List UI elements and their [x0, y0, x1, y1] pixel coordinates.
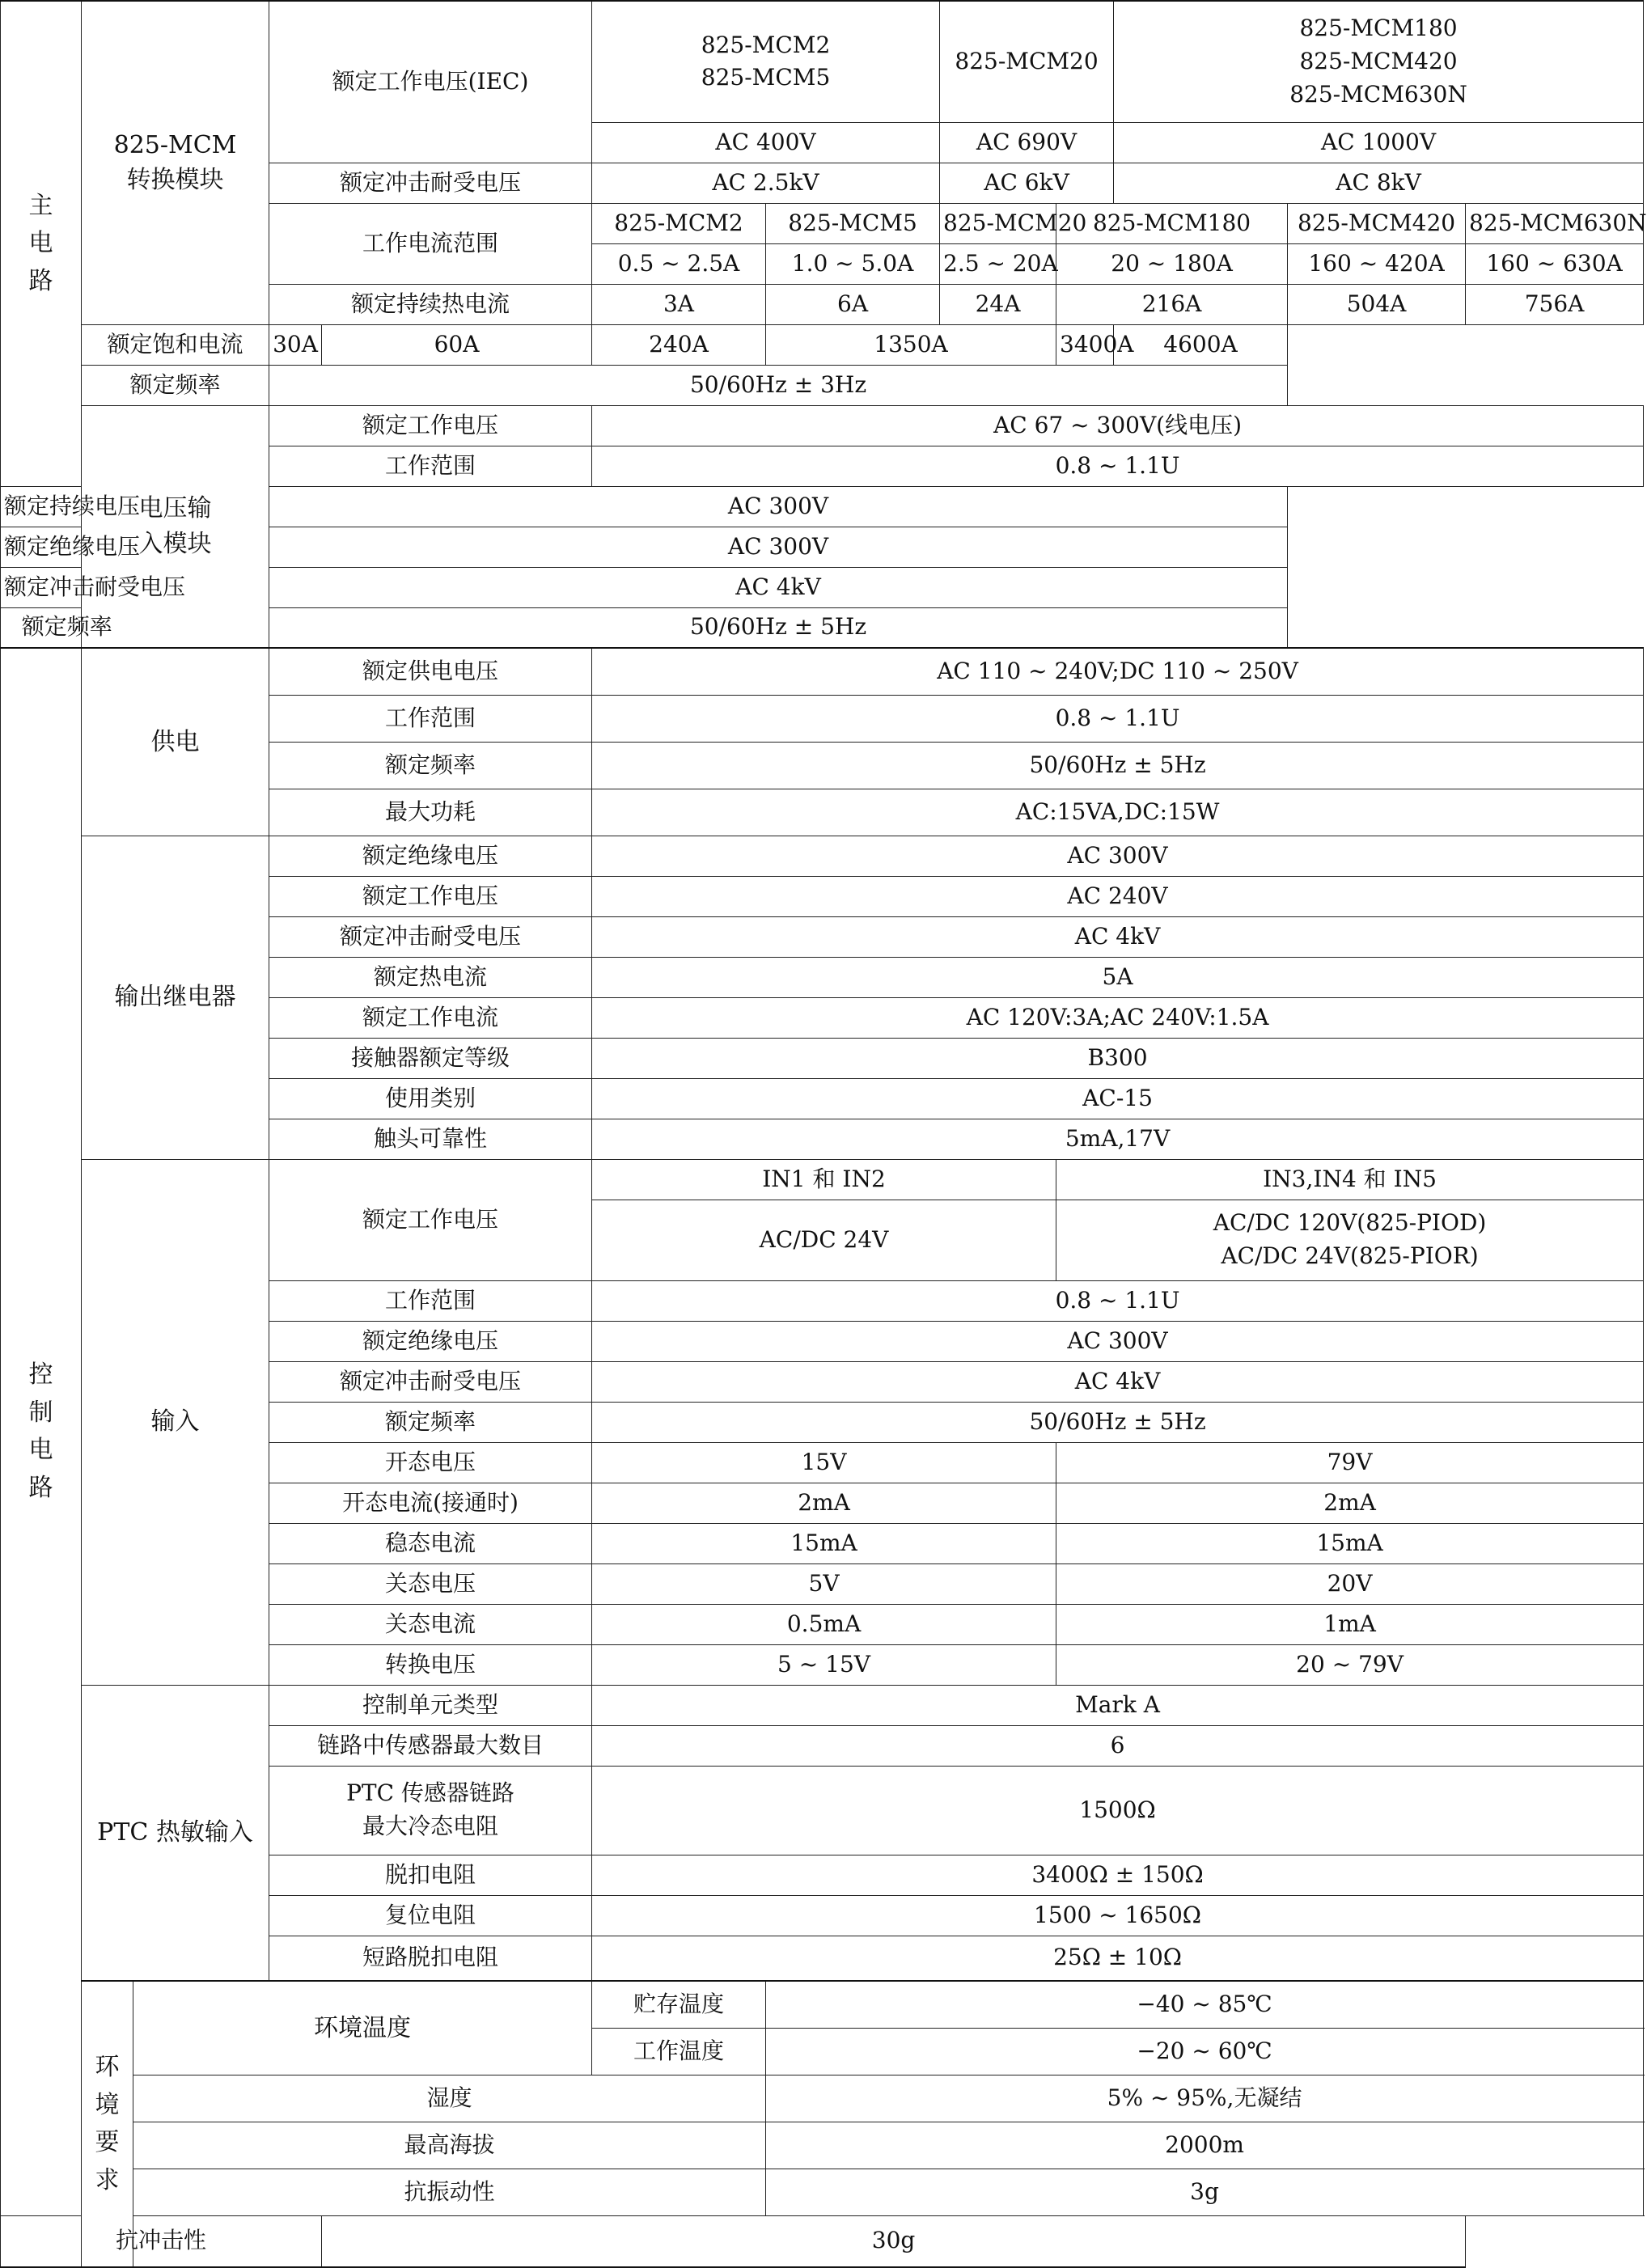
- row-label: 额定热电流: [269, 957, 592, 997]
- row-label: 控制单元类型: [269, 1685, 592, 1725]
- row-label: 使用类别: [269, 1078, 592, 1119]
- row-label: 额定绝缘电压: [1, 527, 133, 567]
- cell-value: AC 4kV: [592, 1361, 1644, 1402]
- row-label: 短路脱扣电阻: [269, 1936, 592, 1981]
- cell-value: 30A: [269, 324, 322, 365]
- cell-value: 3400Ω ± 150Ω: [592, 1855, 1644, 1895]
- cell-value: 15mA: [592, 1523, 1056, 1563]
- row-label: 额定频率: [82, 365, 269, 405]
- row-label: 关态电流: [269, 1604, 592, 1644]
- row-label: 工作范围: [269, 695, 592, 742]
- cell-value: 30g: [322, 2215, 1466, 2267]
- cell-value: AC 2.5kV: [592, 163, 940, 203]
- cell-value: 60A: [322, 324, 592, 365]
- cell-value: AC 4kV: [592, 916, 1644, 957]
- model-header-c: 825-MCM180 825-MCM420 825-MCM630N: [1114, 1, 1644, 122]
- cell-value: 5% ~ 95%,无凝结: [766, 2075, 1644, 2122]
- cell-value: AC/DC 24V: [592, 1200, 1056, 1280]
- cell-value: 50/60Hz ± 5Hz: [592, 742, 1644, 789]
- cell-value: 20 ~ 79V: [1056, 1644, 1644, 1685]
- cell-value: 1500 ~ 1650Ω: [592, 1895, 1644, 1936]
- row-label: 额定工作电压: [269, 876, 592, 916]
- cell-value: AC 6kV: [940, 163, 1114, 203]
- row-label: 最高海拔: [133, 2122, 766, 2169]
- cell-value: 0.8 ~ 1.1U: [592, 695, 1644, 742]
- row-label: 工作范围: [269, 446, 592, 486]
- cell-value: 50/60Hz ± 5Hz: [269, 607, 1288, 648]
- row-label: 额定持续电压: [1, 486, 133, 527]
- section-mcm-module: 825-MCM 转换模块: [82, 1, 269, 324]
- cell-value: 79V: [1056, 1442, 1644, 1483]
- cell-value: AC/DC 120V(825-PIOD) AC/DC 24V(825-PIOR): [1056, 1200, 1644, 1280]
- cell-value: 6A: [766, 284, 940, 324]
- cell-value: 2mA: [1056, 1483, 1644, 1523]
- sub-model-header: 825-MCM180: [1056, 203, 1288, 243]
- cell-value: 5 ~ 15V: [592, 1644, 1056, 1685]
- row-label: 转换电压: [269, 1644, 592, 1685]
- cell-value: AC 8kV: [1114, 163, 1644, 203]
- row-label: 抗冲击性: [1, 2215, 322, 2267]
- input-col-header-a: IN1 和 IN2: [592, 1159, 1056, 1200]
- cell-value: AC 1000V: [1114, 122, 1644, 163]
- cell-value: 2mA: [592, 1483, 1056, 1523]
- cell-value: 50/60Hz ± 3Hz: [269, 365, 1288, 405]
- row-label: 额定绝缘电压: [269, 1321, 592, 1361]
- row-label: 额定持续热电流: [269, 284, 592, 324]
- cell-value: 3A: [592, 284, 766, 324]
- cell-value: AC 240V: [592, 876, 1644, 916]
- row-label: 接触器额定等级: [269, 1038, 592, 1078]
- section-ambient-temperature: 环境温度: [133, 1981, 592, 2075]
- cell-value: AC 300V: [269, 486, 1288, 527]
- cell-value: 1500Ω: [592, 1766, 1644, 1855]
- cell-value: AC 690V: [940, 122, 1114, 163]
- cell-value: 0.8 ~ 1.1U: [592, 446, 1644, 486]
- cell-value: 3400A: [1056, 324, 1114, 365]
- cell-value: 1.0 ~ 5.0A: [766, 243, 940, 284]
- model-header-b: 825-MCM20: [940, 1, 1114, 122]
- cell-value: AC 300V: [592, 1321, 1644, 1361]
- row-label: 开态电流(接通时): [269, 1483, 592, 1523]
- cell-value: Mark A: [592, 1685, 1644, 1725]
- cell-value: AC 300V: [269, 527, 1288, 567]
- cell-value: AC 110 ~ 240V;DC 110 ~ 250V: [592, 648, 1644, 695]
- cell-value: 25Ω ± 10Ω: [592, 1936, 1644, 1981]
- row-label: 额定频率: [269, 1402, 592, 1442]
- row-label: 工作电流范围: [269, 203, 592, 284]
- cell-value: AC 67 ~ 300V(线电压): [592, 405, 1644, 446]
- row-label: 额定冲击耐受电压: [269, 1361, 592, 1402]
- row-label: 最大功耗: [269, 789, 592, 836]
- sub-model-header: 825-MCM5: [766, 203, 940, 243]
- section-ptc-input: PTC 热敏输入: [82, 1685, 269, 1981]
- group-control-circuit: 控 制 电 路: [1, 648, 82, 2215]
- cell-value: 1350A: [766, 324, 1056, 365]
- row-label: 额定工作电压: [269, 405, 592, 446]
- row-label: 额定绝缘电压: [269, 836, 592, 876]
- row-label: 额定冲击耐受电压: [1, 567, 133, 607]
- cell-value: 20 ~ 180A: [1056, 243, 1288, 284]
- cell-value: 0.8 ~ 1.1U: [592, 1280, 1644, 1321]
- group-main-circuit: 主 电 路: [1, 1, 82, 486]
- cell-value: 15V: [592, 1442, 1056, 1483]
- model-header-a: 825-MCM2 825-MCM5: [592, 1, 940, 122]
- cell-value: 216A: [1056, 284, 1288, 324]
- cell-value: 1mA: [1056, 1604, 1644, 1644]
- cell-value: 0.5mA: [592, 1604, 1056, 1644]
- row-label: 额定饱和电流: [82, 324, 269, 365]
- row-label: 额定冲击耐受电压: [269, 163, 592, 203]
- cell-value: 15mA: [1056, 1523, 1644, 1563]
- cell-value: 2000m: [766, 2122, 1644, 2169]
- cell-value: 240A: [592, 324, 766, 365]
- cell-value: 4600A: [1114, 324, 1288, 365]
- cell-value: AC 300V: [592, 836, 1644, 876]
- section-output-relay: 输出继电器: [82, 836, 269, 1159]
- cell-value: AC:15VA,DC:15W: [592, 789, 1644, 836]
- cell-value: 504A: [1288, 284, 1466, 324]
- row-label: 触头可靠性: [269, 1119, 592, 1159]
- cell-value: AC 4kV: [269, 567, 1288, 607]
- row-label: 额定工作电压(IEC): [269, 1, 592, 163]
- row-label: 脱扣电阻: [269, 1855, 592, 1895]
- cell-value: 50/60Hz ± 5Hz: [592, 1402, 1644, 1442]
- cell-value: 5V: [592, 1563, 1056, 1604]
- row-label: 开态电压: [269, 1442, 592, 1483]
- row-label: 额定频率: [1, 607, 133, 648]
- sub-model-header: 825-MCM630N: [1466, 203, 1644, 243]
- cell-value: −20 ~ 60℃: [766, 2028, 1644, 2075]
- sub-model-header: 825-MCM20: [940, 203, 1056, 243]
- row-label: 稳态电流: [269, 1523, 592, 1563]
- cell-value: 20V: [1056, 1563, 1644, 1604]
- cell-value: 3g: [766, 2169, 1644, 2215]
- input-col-header-b: IN3,IN4 和 IN5: [1056, 1159, 1644, 1200]
- row-label: 额定供电电压: [269, 648, 592, 695]
- row-label: 工作温度: [592, 2028, 766, 2075]
- row-label: 链路中传感器最大数目: [269, 1725, 592, 1766]
- row-label: 额定频率: [269, 742, 592, 789]
- row-label: 抗振动性: [133, 2169, 766, 2215]
- cell-value: 6: [592, 1725, 1644, 1766]
- cell-value: 160 ~ 420A: [1288, 243, 1466, 284]
- row-label: 关态电压: [269, 1563, 592, 1604]
- section-voltage-input: 电压输 入模块: [82, 405, 269, 648]
- row-label: 额定工作电压: [269, 1159, 592, 1280]
- row-label: PTC 传感器链路 最大冷态电阻: [269, 1766, 592, 1855]
- cell-value: AC-15: [592, 1078, 1644, 1119]
- cell-value: 5A: [592, 957, 1644, 997]
- row-label: 额定工作电流: [269, 997, 592, 1038]
- row-label: 额定冲击耐受电压: [269, 916, 592, 957]
- sub-model-header: 825-MCM420: [1288, 203, 1466, 243]
- cell-value: AC 120V:3A;AC 240V:1.5A: [592, 997, 1644, 1038]
- cell-value: −40 ~ 85℃: [766, 1981, 1644, 2028]
- cell-value: AC 400V: [592, 122, 940, 163]
- section-power-supply: 供电: [82, 648, 269, 836]
- cell-value: 5mA,17V: [592, 1119, 1644, 1159]
- cell-value: B300: [592, 1038, 1644, 1078]
- group-environment: 环 境 要 求: [82, 1981, 133, 2267]
- cell-value: 0.5 ~ 2.5A: [592, 243, 766, 284]
- cell-value: 2.5 ~ 20A: [940, 243, 1056, 284]
- row-label: 贮存温度: [592, 1981, 766, 2028]
- section-input: 输入: [82, 1159, 269, 1685]
- row-label: 复位电阻: [269, 1895, 592, 1936]
- row-label: 工作范围: [269, 1280, 592, 1321]
- row-label: 湿度: [133, 2075, 766, 2122]
- cell-value: 160 ~ 630A: [1466, 243, 1644, 284]
- sub-model-header: 825-MCM2: [592, 203, 766, 243]
- cell-value: 756A: [1466, 284, 1644, 324]
- cell-value: 24A: [940, 284, 1056, 324]
